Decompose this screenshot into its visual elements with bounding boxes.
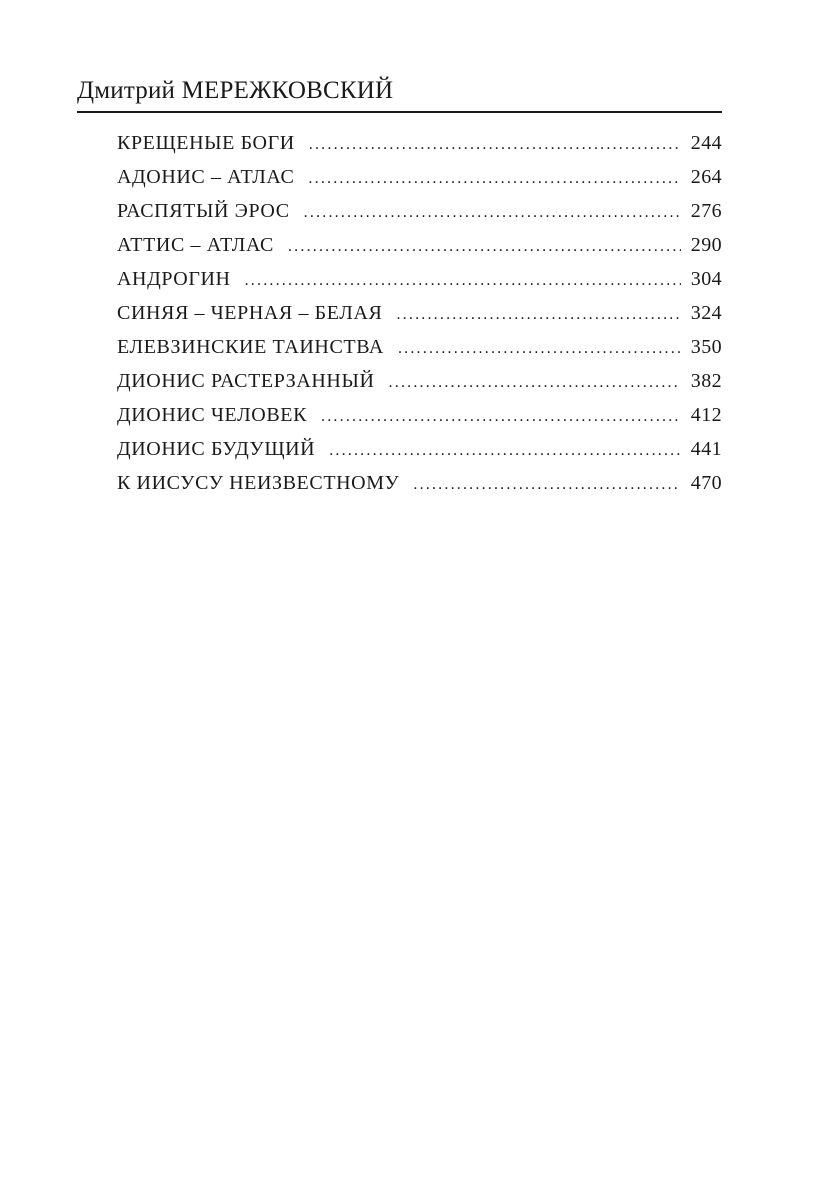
toc-entry-page: 412 [690, 404, 722, 426]
dot-leader [308, 162, 680, 196]
toc-entry-title: АНДРОГИН [117, 268, 231, 290]
dot-leader [329, 434, 681, 468]
toc-entry [117, 398, 722, 432]
dot-leader [245, 264, 681, 298]
toc-entry [117, 228, 722, 262]
toc-entry-title: СИНЯЯ – ЧЕРНАЯ – БЕЛАЯ [117, 302, 383, 324]
toc-entry-page: 382 [690, 370, 722, 392]
toc-entry-title: АДОНИС – АТЛАС [117, 166, 295, 188]
toc-entry [117, 364, 722, 398]
toc-entry-page: 264 [690, 166, 722, 188]
table-of-contents [117, 126, 722, 500]
toc-entry-title: ЕЛЕВЗИНСКИЕ ТАИНСТВА [117, 336, 384, 358]
running-head-author: Дмитрий МЕРЕЖКОВСКИЙ [77, 77, 394, 104]
toc-entry-title: ДИОНИС ЧЕЛОВЕК [117, 404, 308, 426]
dot-leader [309, 128, 681, 162]
toc-entry [117, 262, 722, 296]
toc-entry-page: 324 [690, 302, 722, 324]
dot-leader [398, 332, 681, 366]
toc-entry [117, 160, 722, 194]
toc-entry [117, 330, 722, 364]
toc-entry-page: 441 [690, 438, 722, 460]
toc-entry-page: 244 [690, 132, 722, 154]
dot-leader [389, 366, 681, 400]
toc-entry [117, 126, 722, 160]
dot-leader [288, 230, 681, 264]
toc-entry-title: ДИОНИС БУДУЩИЙ [117, 438, 316, 460]
dot-leader [321, 400, 681, 434]
dot-leader [396, 298, 680, 332]
toc-entry [117, 432, 722, 466]
header-rule [77, 111, 722, 113]
toc-entry-page: 304 [690, 268, 722, 290]
toc-entry [117, 296, 722, 330]
toc-entry-title: РАСПЯТЫЙ ЭРОС [117, 200, 290, 222]
dot-leader [413, 468, 680, 502]
toc-entry-title: К ИИСУСУ НЕИЗВЕСТНОМУ [117, 472, 400, 494]
toc-entry [117, 194, 722, 228]
toc-entry [117, 466, 722, 500]
toc-entry-page: 470 [690, 472, 722, 494]
toc-entry-title: КРЕЩЕНЫЕ БОГИ [117, 132, 295, 154]
dot-leader [304, 196, 681, 230]
toc-entry-page: 350 [690, 336, 722, 358]
toc-entry-title: ДИОНИС РАСТЕРЗАННЫЙ [117, 370, 375, 392]
toc-entry-page: 290 [690, 234, 722, 256]
toc-entry-page: 276 [690, 200, 722, 222]
toc-entry-title: АТТИС – АТЛАС [117, 234, 274, 256]
